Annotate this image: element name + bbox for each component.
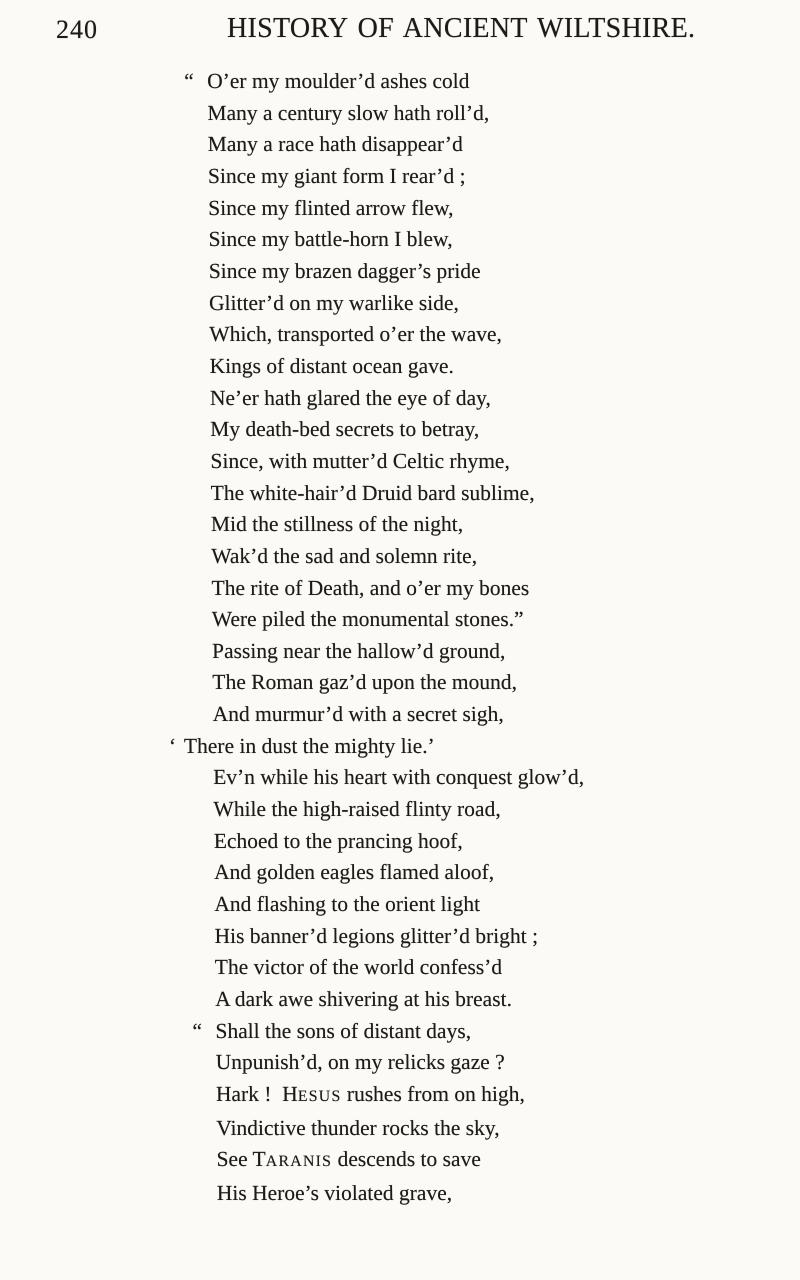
running-head: HISTORY OF ANCIENT WILTSHIRE. bbox=[227, 13, 696, 44]
poem-line: Unpunish’d, on my relicks gaze ? bbox=[215, 1050, 505, 1075]
poem-line: A dark awe shivering at his breast. bbox=[215, 987, 512, 1012]
poem-line: The rite of Death, and o’er my bones bbox=[211, 575, 530, 600]
poem-line: Hark ! HESUS rushes from on high, bbox=[215, 1082, 525, 1106]
poem-line: His banner’d legions glitter’d bright ; bbox=[214, 923, 539, 948]
poem-line: Wak’d the sad and solemn rite, bbox=[211, 543, 478, 568]
quote-mark: “ bbox=[184, 69, 195, 93]
poem-line: Glitter’d on my warlike side, bbox=[208, 290, 459, 315]
poem-line: My death-bed secrets to betray, bbox=[210, 417, 480, 442]
poem bbox=[160, 66, 588, 1210]
poem-line: Which, transported o’er the wave, bbox=[209, 322, 502, 347]
poem-line: Since, with mutter’d Celtic rhyme, bbox=[210, 448, 510, 473]
poem-line: And flashing to the orient light bbox=[214, 892, 481, 917]
poem-line: Were piled the monumental stones.” bbox=[211, 607, 524, 632]
poem-line: The victor of the world confess’d bbox=[214, 955, 503, 980]
poem-line: Mid the stillness of the night, bbox=[210, 512, 464, 537]
small-caps-text: ESUS bbox=[297, 1088, 342, 1105]
poem-line: Kings of distant ocean gave. bbox=[209, 353, 454, 378]
poem-line: And golden eagles flamed aloof, bbox=[213, 860, 495, 885]
poem-line: Ev’n while his heart with conquest glow’d, bbox=[213, 765, 585, 790]
poem-line: “ Shall the sons of distant days, bbox=[192, 1016, 586, 1048]
poem-line: See TARANIS descends to save bbox=[216, 1147, 481, 1172]
poem-line: Since my brazen dagger’s pride bbox=[208, 258, 481, 283]
quote-mark: ‘ bbox=[168, 733, 177, 758]
poem-line: Since my flinted arrow flew, bbox=[208, 195, 454, 220]
poem-line: His Heroe’s violated grave, bbox=[216, 1180, 453, 1205]
poem-line: Echoed to the prancing hoof, bbox=[213, 828, 463, 853]
poem-line: The Roman gaz’d upon the mound, bbox=[212, 670, 518, 695]
quote-mark: “ bbox=[192, 1018, 204, 1043]
poem-line: Many a century slow hath roll’d, bbox=[207, 100, 490, 125]
small-caps-text: ARANIS bbox=[265, 1153, 333, 1171]
poem-line: Passing near the hallow’d ground, bbox=[211, 638, 506, 663]
poem-line: Since my giant form I rear’d ; bbox=[207, 163, 466, 188]
poem-line: While the high-raised flinty road, bbox=[213, 797, 501, 822]
poem-line: The white-hair’d Druid bard sublime, bbox=[210, 480, 535, 505]
poem-line: Many a race hath disappear’d bbox=[207, 132, 463, 157]
poem-line: Since my battle-horn I blew, bbox=[208, 227, 453, 252]
poem-line: Vindictive thunder rocks the sky, bbox=[216, 1115, 500, 1140]
poem-line: ‘ There in dust the mighty lie.’ bbox=[169, 731, 584, 763]
poem-line: And murmur’d with a secret sigh, bbox=[212, 702, 504, 727]
page-number: 240 bbox=[56, 15, 98, 44]
poem-line: “ O’er my moulder’d ashes cold bbox=[184, 66, 578, 98]
poem-line: Ne’er hath glared the eye of day, bbox=[209, 385, 491, 410]
